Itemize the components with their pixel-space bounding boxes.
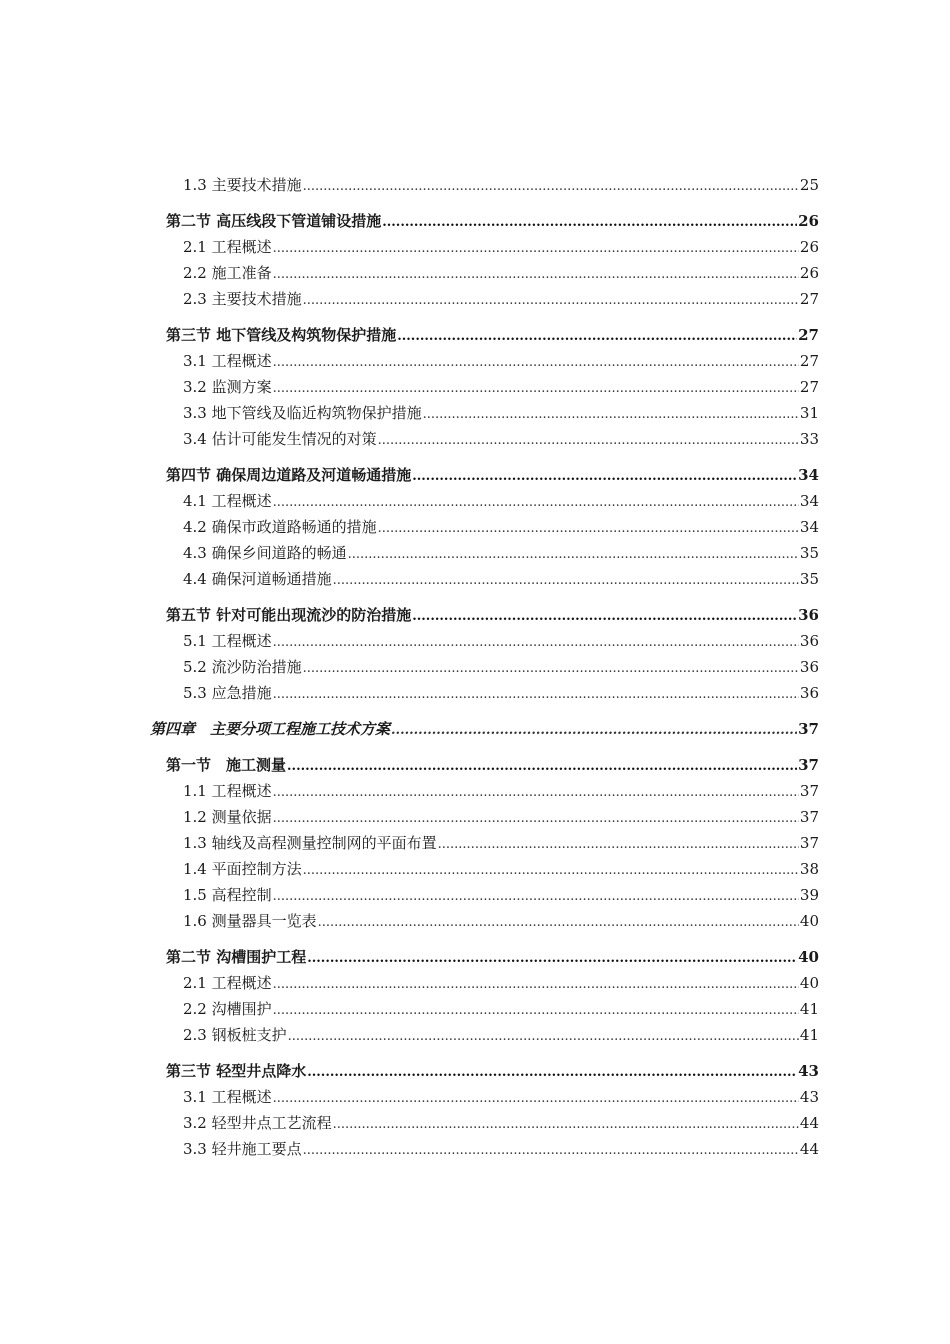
- dot-leader: [303, 286, 799, 312]
- dot-leader: [273, 488, 799, 514]
- toc-entry-page-number: 34: [798, 466, 819, 484]
- toc-entry-page-number: 35: [799, 544, 819, 562]
- toc-section-entry[interactable]: [0, 752, 819, 778]
- toc-section-entry[interactable]: [0, 322, 819, 348]
- toc-entry-title: 3.2 轻型井点工艺流程: [183, 1114, 332, 1132]
- toc-subsection-entry[interactable]: [0, 260, 819, 286]
- dot-leader: [333, 566, 799, 592]
- toc-entry-page-number: 43: [798, 1062, 819, 1080]
- toc-entry-page-number: 31: [799, 404, 819, 422]
- toc-entry-title: 4.2 确保市政道路畅通的措施: [183, 518, 377, 536]
- toc-entry-page-number: 34: [799, 492, 819, 510]
- toc-entry-title: 第三节 地下管线及构筑物保护措施: [166, 326, 397, 344]
- dot-leader: [273, 234, 799, 260]
- toc-subsection-entry[interactable]: [0, 778, 819, 804]
- toc-entry-title: 1.1 工程概述: [183, 782, 272, 800]
- dot-leader: [288, 1022, 799, 1048]
- toc-entry-title: 3.1 工程概述: [183, 1088, 272, 1106]
- toc-entry-page-number: 37: [799, 808, 819, 826]
- toc-entry-title: 2.2 施工准备: [183, 264, 272, 282]
- toc-entry-title: 1.5 高程控制: [183, 886, 272, 904]
- dot-leader: [391, 716, 797, 742]
- toc-entry-title: 4.1 工程概述: [183, 492, 272, 510]
- toc-subsection-entry[interactable]: [0, 804, 819, 830]
- dot-leader: [438, 830, 799, 856]
- toc-subsection-entry[interactable]: [0, 628, 819, 654]
- toc-entry-page-number: 27: [799, 378, 819, 396]
- dot-leader: [318, 908, 799, 934]
- toc-subsection-entry[interactable]: [0, 1022, 819, 1048]
- toc-entry-title: 2.3 主要技术措施: [183, 290, 302, 308]
- toc-entry-title: 1.2 测量依据: [183, 808, 272, 826]
- table-of-contents: [0, 172, 950, 1162]
- toc-section-entry[interactable]: [0, 602, 819, 628]
- toc-subsection-entry[interactable]: [0, 970, 819, 996]
- toc-subsection-entry[interactable]: [0, 680, 819, 706]
- toc-entry-page-number: 26: [799, 238, 819, 256]
- dot-leader: [273, 628, 799, 654]
- dot-leader: [333, 1110, 799, 1136]
- toc-chapter-entry[interactable]: [0, 716, 819, 742]
- toc-entry-page-number: 34: [799, 518, 819, 536]
- dot-leader: [307, 944, 797, 970]
- toc-entry-page-number: 37: [798, 756, 819, 774]
- toc-subsection-entry[interactable]: [0, 654, 819, 680]
- toc-entry-page-number: 25: [799, 176, 819, 194]
- toc-entry-page-number: 27: [798, 326, 819, 344]
- toc-entry-title: 3.4 估计可能发生情况的对策: [183, 430, 377, 448]
- toc-entry-page-number: 35: [799, 570, 819, 588]
- dot-leader: [412, 462, 797, 488]
- toc-entry-page-number: 27: [799, 290, 819, 308]
- dot-leader: [273, 970, 799, 996]
- toc-entry-title: 2.2 沟槽围护: [183, 1000, 272, 1018]
- dot-leader: [303, 856, 799, 882]
- dot-leader: [273, 996, 799, 1022]
- toc-entry-page-number: 26: [798, 212, 819, 230]
- toc-entry-title: 1.3 主要技术措施: [183, 176, 302, 194]
- toc-entry-title: 4.4 确保河道畅通措施: [183, 570, 332, 588]
- toc-entry-page-number: 36: [799, 632, 819, 650]
- toc-subsection-entry[interactable]: [0, 830, 819, 856]
- toc-subsection-entry[interactable]: [0, 1136, 819, 1162]
- toc-subsection-entry[interactable]: [0, 1084, 819, 1110]
- toc-section-entry[interactable]: [0, 208, 819, 234]
- toc-entry-title: 第五节 针对可能出现流沙的防治措施: [166, 606, 412, 624]
- toc-subsection-entry[interactable]: [0, 426, 819, 452]
- toc-entry-page-number: 40: [798, 948, 819, 966]
- toc-entry-title: 1.3 轴线及高程测量控制网的平面布置: [183, 834, 437, 852]
- dot-leader: [378, 426, 799, 452]
- toc-entry-title: 第四节 确保周边道路及河道畅通措施: [166, 466, 412, 484]
- toc-entry-page-number: 44: [799, 1114, 819, 1132]
- toc-entry-page-number: 41: [799, 1026, 819, 1044]
- dot-leader: [287, 752, 797, 778]
- toc-entry-page-number: 37: [799, 834, 819, 852]
- toc-entry-title: 3.3 轻井施工要点: [183, 1140, 302, 1158]
- dot-leader: [378, 514, 799, 540]
- toc-entry-title: 3.1 工程概述: [183, 352, 272, 370]
- dot-leader: [273, 804, 799, 830]
- dot-leader: [307, 1058, 797, 1084]
- dot-leader: [397, 322, 797, 348]
- dot-leader: [348, 540, 799, 566]
- toc-subsection-entry[interactable]: [0, 234, 819, 260]
- toc-entry-page-number: 33: [799, 430, 819, 448]
- toc-entry-title: 第一节 施工测量: [166, 756, 287, 774]
- dot-leader: [273, 778, 799, 804]
- toc-entry-title: 2.3 钢板桩支护: [183, 1026, 287, 1044]
- toc-entry-title: 第二节 沟槽围护工程: [166, 948, 307, 966]
- toc-entry-title: 第二节 高压线段下管道铺设措施: [166, 212, 382, 230]
- toc-entry-page-number: 27: [799, 352, 819, 370]
- dot-leader: [412, 602, 797, 628]
- toc-entry-title: 3.3 地下管线及临近构筑物保护措施: [183, 404, 422, 422]
- toc-entry-title: 4.3 确保乡间道路的畅通: [183, 544, 347, 562]
- toc-section-entry[interactable]: [0, 462, 819, 488]
- dot-leader: [423, 400, 799, 426]
- toc-entry-title: 5.3 应急措施: [183, 684, 272, 702]
- toc-entry-page-number: 38: [799, 860, 819, 878]
- toc-subsection-entry[interactable]: [0, 1110, 819, 1136]
- dot-leader: [303, 172, 799, 198]
- toc-entry-page-number: 37: [799, 782, 819, 800]
- toc-subsection-entry[interactable]: [0, 488, 819, 514]
- toc-subsection-entry[interactable]: [0, 908, 819, 934]
- toc-subsection-entry[interactable]: [0, 514, 819, 540]
- dot-leader: [382, 208, 797, 234]
- toc-entry-page-number: 26: [799, 264, 819, 282]
- toc-subsection-entry[interactable]: [0, 882, 819, 908]
- toc-subsection-entry[interactable]: [0, 540, 819, 566]
- dot-leader: [273, 374, 799, 400]
- toc-entry-title: 2.1 工程概述: [183, 238, 272, 256]
- toc-entry-title: 第四章 主要分项工程施工技术方案: [150, 720, 391, 738]
- toc-subsection-entry[interactable]: [0, 996, 819, 1022]
- toc-subsection-entry[interactable]: [0, 400, 819, 426]
- toc-entry-page-number: 41: [799, 1000, 819, 1018]
- dot-leader: [303, 654, 799, 680]
- toc-entry-title: 1.4 平面控制方法: [183, 860, 302, 878]
- toc-entry-title: 第三节 轻型井点降水: [166, 1062, 307, 1080]
- toc-entry-page-number: 36: [798, 606, 819, 624]
- toc-entry-page-number: 40: [799, 974, 819, 992]
- dot-leader: [273, 882, 799, 908]
- toc-subsection-entry[interactable]: [0, 566, 819, 592]
- toc-subsection-entry[interactable]: [0, 172, 819, 198]
- dot-leader: [303, 1136, 799, 1162]
- toc-entry-title: 2.1 工程概述: [183, 974, 272, 992]
- toc-entry-page-number: 39: [799, 886, 819, 904]
- toc-subsection-entry[interactable]: [0, 286, 819, 312]
- toc-subsection-entry[interactable]: [0, 348, 819, 374]
- toc-entry-title: 3.2 监测方案: [183, 378, 272, 396]
- toc-subsection-entry[interactable]: [0, 374, 819, 400]
- toc-section-entry[interactable]: [0, 944, 819, 970]
- toc-entry-title: 5.2 流沙防治措施: [183, 658, 302, 676]
- toc-entry-page-number: 36: [799, 658, 819, 676]
- toc-entry-page-number: 40: [799, 912, 819, 930]
- toc-subsection-entry[interactable]: [0, 856, 819, 882]
- toc-section-entry[interactable]: [0, 1058, 819, 1084]
- dot-leader: [273, 1084, 799, 1110]
- dot-leader: [273, 348, 799, 374]
- toc-entry-page-number: 37: [798, 720, 819, 738]
- toc-entry-title: 5.1 工程概述: [183, 632, 272, 650]
- toc-entry-page-number: 43: [799, 1088, 819, 1106]
- dot-leader: [273, 680, 799, 706]
- toc-entry-page-number: 44: [799, 1140, 819, 1158]
- toc-entry-title: 1.6 测量器具一览表: [183, 912, 317, 930]
- dot-leader: [273, 260, 799, 286]
- toc-entry-page-number: 36: [799, 684, 819, 702]
